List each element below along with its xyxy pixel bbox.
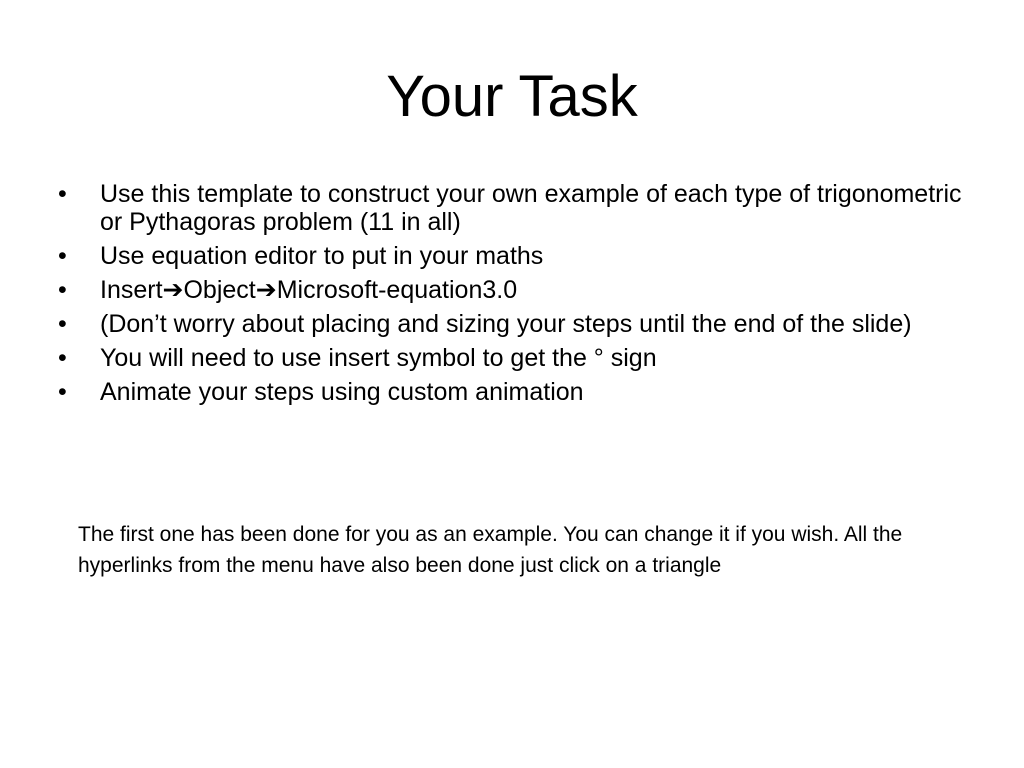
bullet-text: Use this template to construct your own example of each type of trigonometric or Pythagoras problem (11 in all) (100, 180, 962, 236)
bullet-item-5 (58, 344, 968, 372)
bullet-marker: • (58, 242, 67, 270)
right-arrow-icon: ➔ (162, 276, 184, 304)
instruction-note: The first one has been done for you as an example. You can change it if you wish. All the hyperlinks from the menu have also been done just click on a triangle (78, 523, 903, 577)
bullet-item-2 (58, 242, 968, 270)
bullet-text: You will need to use insert symbol to get the ° sign (100, 344, 657, 372)
bullet-text-equation: Microsoft-equation3.0 (276, 276, 518, 304)
bullet-marker: • (58, 310, 67, 338)
bullet-list (58, 180, 968, 412)
bullet-text-object: Object (183, 276, 256, 304)
bullet-marker: • (58, 344, 67, 372)
bullet-marker: • (58, 378, 67, 406)
bullet-marker: • (58, 276, 67, 304)
bullet-text: (Don’t worry about placing and sizing your steps until the end of the slide) (100, 310, 912, 338)
slide-title: Your Task (386, 64, 638, 129)
bullet-text-insert: Insert (100, 276, 163, 304)
right-arrow-icon: ➔ (255, 276, 277, 304)
bullet-item-3 (58, 276, 968, 304)
bullet-item-6 (58, 378, 968, 406)
bullet-text: Animate your steps using custom animation (100, 378, 584, 406)
bullet-item-1 (58, 180, 968, 236)
bullet-marker: • (58, 180, 67, 208)
bullet-text: Use equation editor to put in your maths (100, 242, 544, 270)
bullet-item-4 (58, 310, 968, 338)
